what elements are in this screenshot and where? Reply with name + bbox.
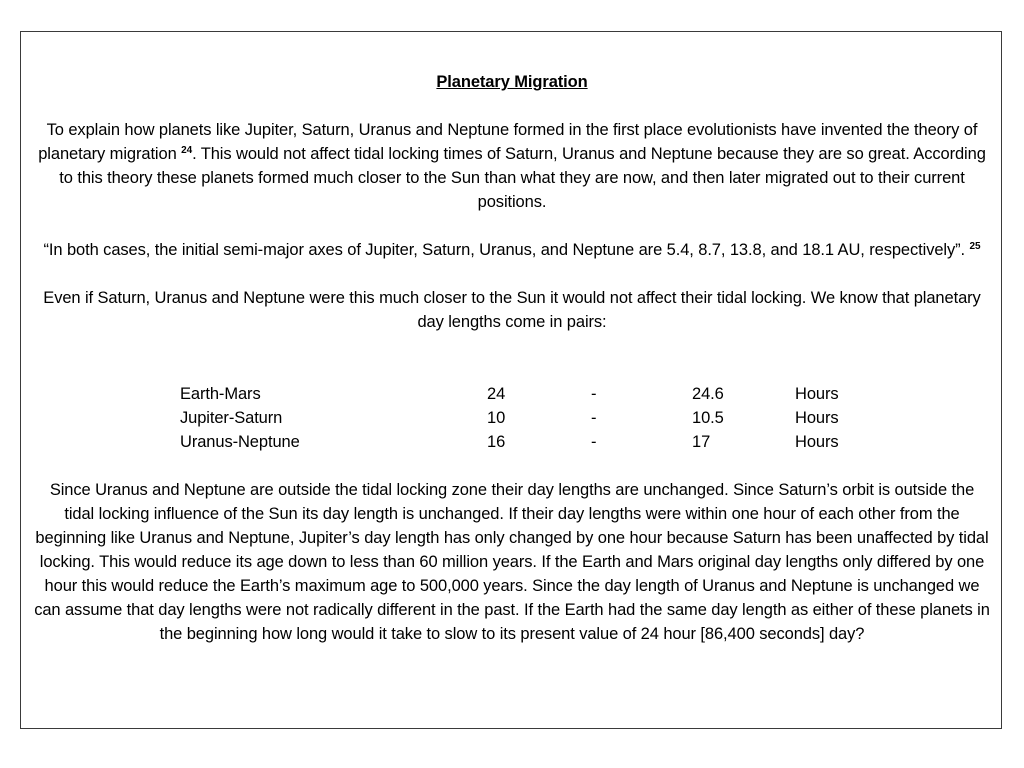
pair-separator: - [591,385,597,403]
pair-day-b: 10.5 [692,409,724,427]
spacer [34,214,990,238]
quote-text: “In both cases, the initial semi-major axes of Jupiter, Saturn, Uranus, and Neptune are 5.4, 8.7, 13.8, and 18.1 AU, respectively”. [43,241,970,259]
pair-day-a: 10 [487,409,506,427]
pair-day-a: 24 [487,385,506,403]
pair-unit: Hours [795,409,839,427]
pair-name: Jupiter-Saturn [180,409,283,427]
pair-day-b: 24.6 [692,385,724,403]
spacer [34,262,990,286]
spacer [34,334,990,382]
pair-separator: - [591,433,597,451]
footnote-ref-24: 24 [181,145,193,156]
pair-row-earth-mars [34,382,990,406]
footnote-ref-25: 25 [969,241,981,252]
intro-paragraph [34,118,990,214]
quote-paragraph [34,238,990,262]
intro-text-a: To explain how planets like Jupiter, Saturn, Uranus and Neptune formed in the first place evolutionists have invented the theory of planetary migration [38,121,978,163]
pair-row-jupiter-saturn [34,406,990,430]
pair-separator: - [591,409,597,427]
intro-text-b: . This would not affect tidal locking times of Saturn, Uranus and Neptune because they are so great. According to this theory these planets formed much closer to the Sun than what they are now, and then later migrated out to their current positions. [59,145,986,211]
spacer [34,454,990,478]
pairs-intro-paragraph: Even if Saturn, Uranus and Neptune were this much closer to the Sun it would not affect their tidal locking. We know that planetary day lengths come in pairs: [43,289,981,331]
slide-content [34,70,990,646]
day-length-pairs-table [34,382,990,454]
pair-unit: Hours [795,433,839,451]
pair-unit: Hours [795,385,839,403]
pair-name: Earth-Mars [180,385,261,403]
pair-name: Uranus-Neptune [180,433,300,451]
pair-row-uranus-neptune [34,430,990,454]
pair-day-a: 16 [487,433,506,451]
conclusion-paragraph: Since Uranus and Neptune are outside the tidal locking zone their day lengths are unchanged. Since Saturn’s orbit is outside the tidal locking influence of the Sun its day length is unchanged. If their day lengths were within one hour of each other from the beginning like Uranus and Neptune, Jupiter’s day length has only changed by one hour because Saturn has been unaffected by tidal locking. This would reduce its age down to less than 60 million years. If the Earth and Mars original day lengths only differed by one hour this would reduce the Earth’s maximum age to 500,000 years. Since the day length of Uranus and Neptune is unchanged we can assume that day lengths were not radically different in the past. If the Earth had the same day length as either of these planets in the beginning how long would it take to slow to its present value of 24 hour [86,400 seconds] day? [34,481,990,643]
pair-day-b: 17 [692,433,711,451]
spacer [34,94,990,118]
slide-title: Planetary Migration [436,73,588,91]
